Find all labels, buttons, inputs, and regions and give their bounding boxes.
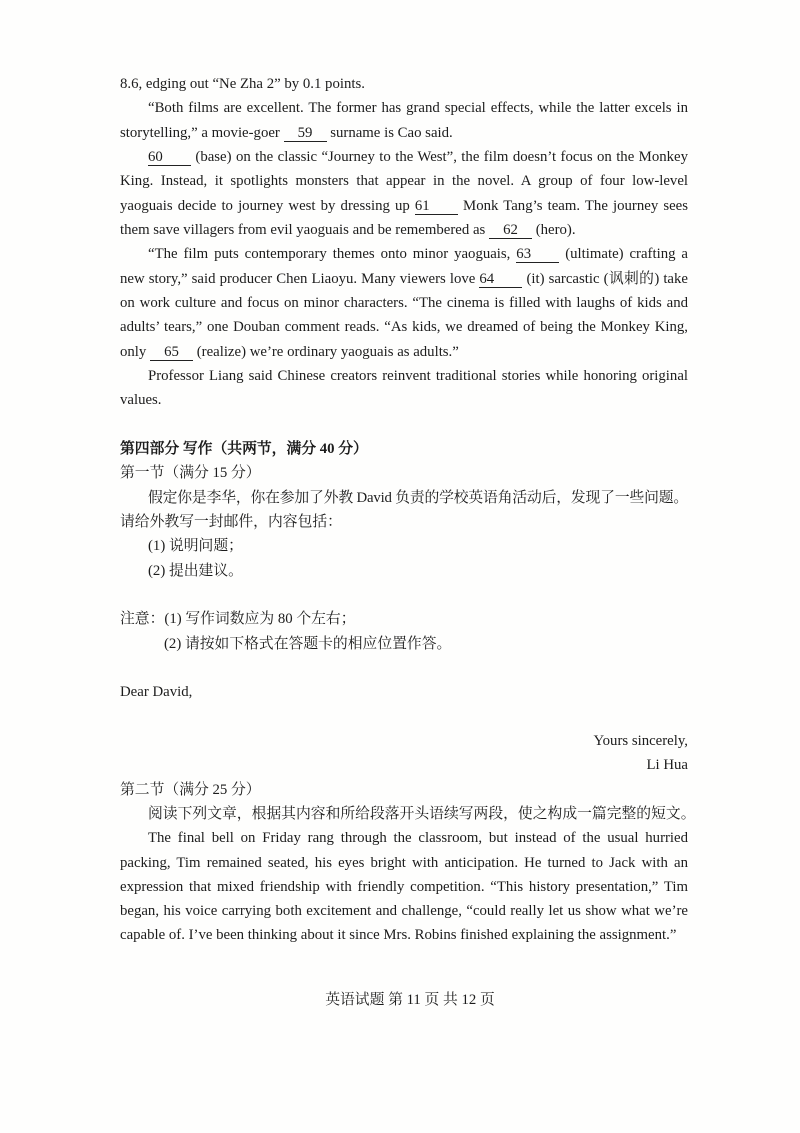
passage-line: Professor Liang said Chinese creators reinvent traditional stories while honoring original [148,367,688,384]
passage-text: only [120,343,147,360]
passage-text: new story,” said producer Chen Liaoyu. Many viewers love [120,270,476,287]
task-item: (2) 提出建议。 [148,562,243,579]
passage-text: surname is Cao said. [330,124,453,141]
passage-line [120,340,688,364]
section2-heading: 第二节（满分 25 分） [120,781,261,798]
passage-text: (hero). [535,221,576,238]
spacer [120,583,688,607]
page-footer: 英语试题 第 11 页 共 12 页 [325,992,495,1008]
blank-64: 64 [479,272,522,288]
letter-signature: Li Hua [646,757,688,774]
passage-line [120,267,688,291]
passage-line: adults’ tears,” one Douban comment reads. “As kids, we dreamed of being the Monkey King, [120,319,688,336]
section2-prompt: 阅读下列文章，根据其内容和所给段落开头语续写两段，使之构成一篇完整的短文。 [148,805,696,822]
passage-line: on work culture and focus on minor characters. “The cinema is filled with laughs of kids and [120,294,688,311]
part-heading: 第四部分 写作（共两节，满分 40 分） [120,440,368,457]
passage-text: (ultimate) crafting a [565,246,688,263]
grammar-passage [120,72,688,413]
section1-prompt-line: 请给外教写一封邮件，内容包括： [120,513,342,530]
task-item: (1) 说明问题； [148,538,243,555]
section1-heading: 第一节（满分 15 分） [120,465,261,482]
writing-part [120,437,696,948]
passage-line [120,218,688,242]
passage-text: yaoguais decide to journey west by dressing up [120,197,410,214]
blank-65: 65 [150,345,193,361]
passage-text: storytelling,” a movie-goer [120,124,280,141]
blank-60: 60 [148,150,191,166]
story-line: packing, Tim remained seated, his eyes bright with anticipation. He turned to Jack with an [120,854,688,871]
passage-line: 8.6, edging out “Ne Zha 2” by 0.1 points. [120,76,365,92]
passage-line [120,145,688,169]
passage-line [120,194,688,218]
spacer [120,413,688,437]
passage-line [120,121,688,145]
passage-line: King. Instead, it spotlights monsters that appear in the novel. A group of four low-level [120,173,688,190]
note-line: 注意：(1) 写作词数应为 80 个左右； [120,611,356,628]
spacer [120,656,688,680]
passage-text: them save villagers from evil yaoguais and be remembered as [120,221,486,238]
story-line: expression that mixed friendship with friendly competition. “This history presentation,” Tim [120,878,688,895]
passage-line [120,242,688,266]
passage-text: (it) sarcastic (讽刺的) take [526,270,688,287]
page-content [120,72,696,948]
spacer [120,705,688,729]
blank-61: 61 [415,199,458,215]
story-line: capable of. I’ve been thinking about it since Mrs. Robins finished explaining the assignment.” [120,927,677,944]
story-line: The final bell on Friday rang through the classroom, but instead of the usual hurried [148,830,688,847]
passage-line: values. [120,392,162,409]
passage-text: (realize) we’re ordinary yaoguais as adults.” [196,343,459,360]
passage-line: “Both films are excellent. The former has grand special effects, while the latter excels in [148,100,688,117]
section1-prompt-line: 假定你是李华，你在参加了外教 David 负责的学校英语角活动后，发现了一些问题。 [148,489,688,506]
letter-closing: Yours sincerely, [593,732,688,749]
letter-salutation: Dear David, [120,684,193,701]
passage-text: (base) on the classic “Journey to the West”, the film doesn’t focus on the Monkey [195,148,688,165]
note-line: (2) 请按如下格式在答题卡的相应位置作答。 [164,635,452,652]
passage-text: Monk Tang’s team. The journey sees [463,197,688,214]
story-line: began, his voice carrying both excitement and challenge, “could really let us show what we’re [120,903,688,920]
blank-63: 63 [516,247,559,263]
blank-59: 59 [284,126,327,142]
passage-text: “The film puts contemporary themes onto minor yaoguais, [148,246,511,263]
blank-62: 62 [489,223,532,239]
